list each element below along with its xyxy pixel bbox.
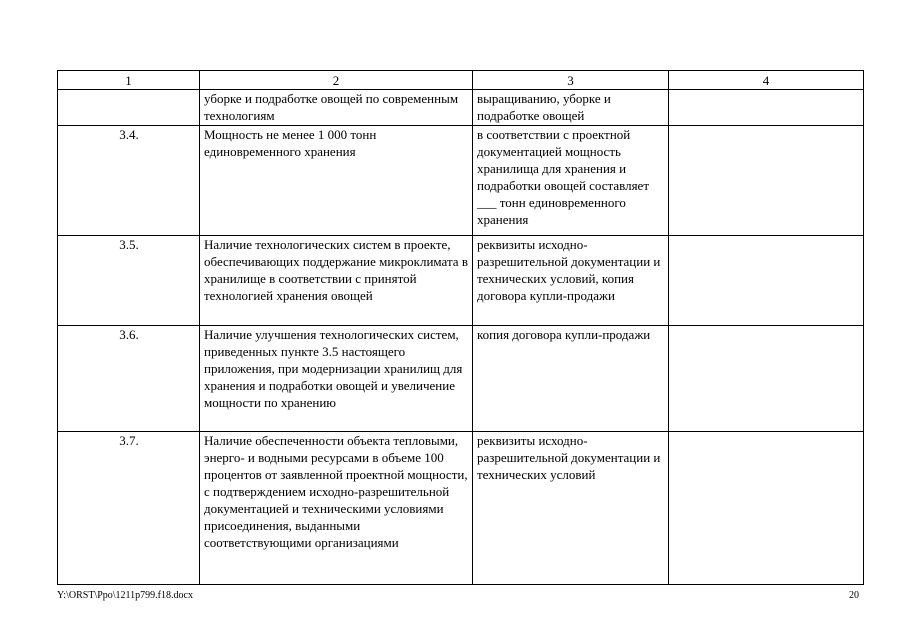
- column-header-2: 2: [200, 71, 473, 90]
- row-number: [58, 90, 200, 126]
- row-number: 3.4.: [58, 126, 200, 236]
- empty-cell: [669, 432, 864, 585]
- criterion-cell: Мощность не менее 1 000 тонн единовременного хранения: [200, 126, 473, 236]
- file-path: Y:\ORST\Ppo\1211p799.f18.docx: [57, 590, 193, 601]
- criterion-cell: Наличие обеспеченности объекта тепловыми, энерго- и водными ресурсами в объеме 100 процентов от заявленной проектной мощности, с подтверждением исходно-разрешительной документацией и техническими условиями присоединения, выданными соответствующими организациями: [200, 432, 473, 585]
- document-cell: реквизиты исходно-разрешительной документации и технических условий: [473, 432, 669, 585]
- table-row: [58, 432, 864, 585]
- row-number: 3.6.: [58, 326, 200, 432]
- document-cell: реквизиты исходно-разрешительной документации и технических условий, копия договора купли-продажи: [473, 236, 669, 326]
- empty-cell: [669, 236, 864, 326]
- page-number: 20: [849, 590, 859, 601]
- criterion-cell: уборке и подработке овощей по современным технологиям: [200, 90, 473, 126]
- column-header-4: 4: [669, 71, 864, 90]
- table-row: [58, 90, 864, 126]
- column-header-1: 1: [58, 71, 200, 90]
- row-number: 3.5.: [58, 236, 200, 326]
- empty-cell: [669, 126, 864, 236]
- criterion-cell: Наличие улучшения технологических систем, приведенных пункте 3.5 настоящего приложения, при модернизации хранилищ для хранения и подработки овощей и увеличение мощности по хранению: [200, 326, 473, 432]
- column-header-3: 3: [473, 71, 669, 90]
- empty-cell: [669, 90, 864, 126]
- table-row: [58, 126, 864, 236]
- row-number: 3.7.: [58, 432, 200, 585]
- empty-cell: [669, 326, 864, 432]
- document-cell: в соответствии с проектной документацией мощность хранилища для хранения и подработки овощей составляет ___ тонн единовременного хранения: [473, 126, 669, 236]
- document-cell: копия договора купли-продажи: [473, 326, 669, 432]
- table-row: [58, 326, 864, 432]
- table-row: [58, 236, 864, 326]
- requirements-table: [57, 70, 864, 585]
- column-number-row: [58, 71, 864, 90]
- criterion-cell: Наличие технологических систем в проекте, обеспечивающих поддержание микроклимата в хранилище в соответствии с принятой технологией хранения овощей: [200, 236, 473, 326]
- document-cell: выращиванию, уборке и подработке овощей: [473, 90, 669, 126]
